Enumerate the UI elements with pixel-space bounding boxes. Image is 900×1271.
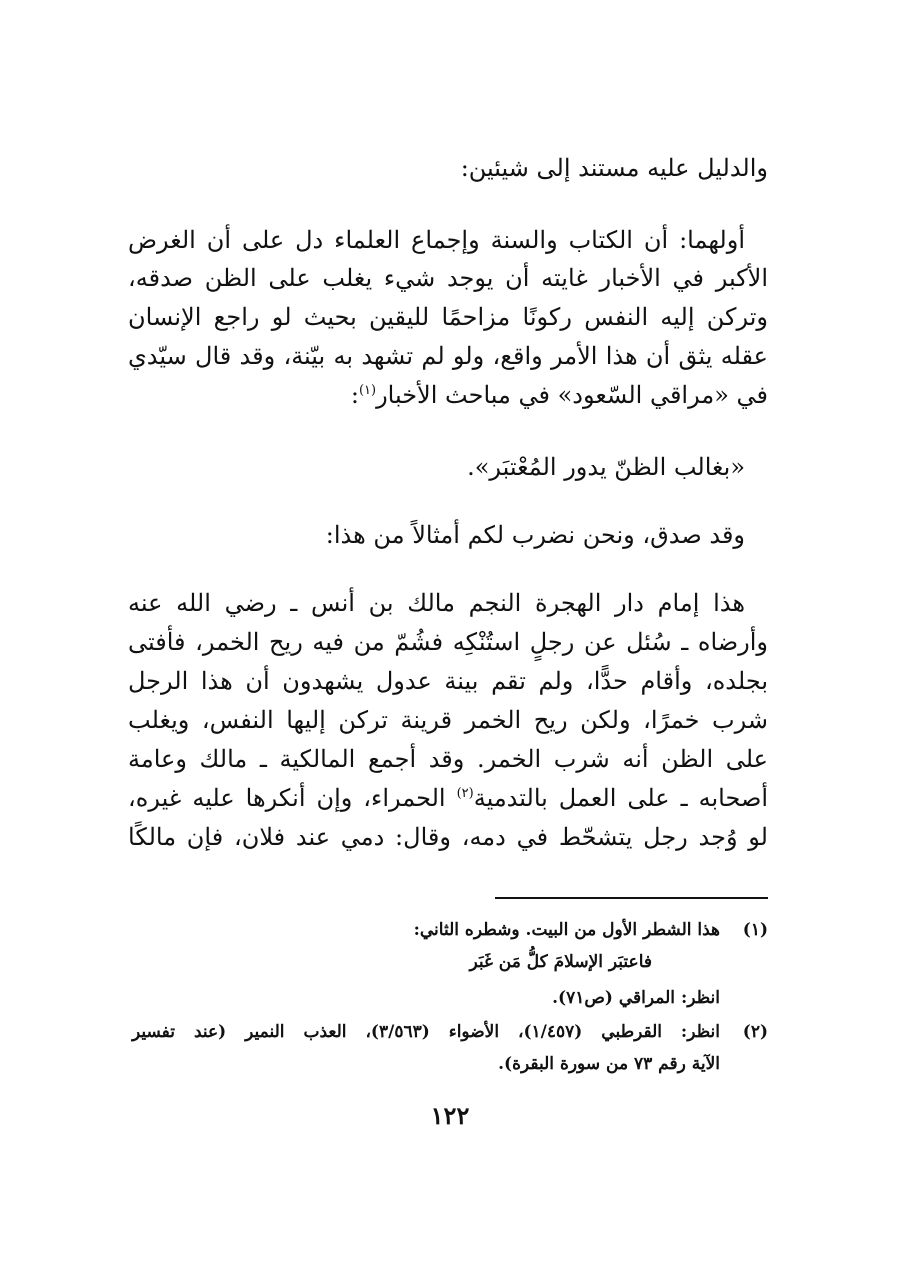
examples-intro-line: وقد صدق، ونحن نضرب لكم أمثالاً من هذا: [325,521,745,549]
paragraph-1-line-3: وتركن إليه النفس ركونًا مزاحمًا لليقين بحيث لو راجع الإنسان [128,303,768,331]
paragraph-2-line-5: على الظن أنه شرب الخمر. وقد أجمع المالكية ـ مالك وعامة [128,745,768,773]
paragraph-2-line-7: لو وُجد رجل يتشحّط في دمه، وقال: دمي عند فلان، فإن مالكًا [128,823,768,851]
quote-line: «بغالب الظنّ يدور المُعْتبَر». [467,453,745,481]
paragraph-1-line-5 [351,377,768,413]
lead-line: والدليل عليه مستند إلى شيئين: [460,154,768,182]
footnote-1-line-1: هذا الشطر الأول من البيت. وشطره الثاني: [413,920,720,940]
paragraph-1-line-4: عقله يثق أن هذا الأمر واقع، ولو لم تشهد به بيّنة، وقد قال سيّدي [128,342,768,370]
paragraph-2-line-3: بجلده، وأقام حدًّا، ولم تقم بينة عدول يشهدون أن هذا الرجل [128,667,768,695]
paragraph-2-line-1: هذا إمام دار الهجرة النجم مالك بن أنس ـ رضي الله عنه [128,589,745,617]
footnote-1-number: (١) [742,920,768,940]
paragraph-2-line-6 [128,780,768,816]
paragraph-2-line-6-rest: الحمراء، وإن أنكرها عليه غيره، [128,784,457,812]
paragraph-2-line-2: وأرضاه ـ سُئل عن رجلٍ استُنْكِه فشُمّ من فيه ريح الخمر، فأفتى [128,628,768,656]
footnote-1-reference: انظر: المراقي (ص٧١). [552,988,720,1008]
footnote-ref-2: (٢) [456,786,474,801]
paragraph-1-line-5-text: في «مراقي السّعود» في مباحث الأخبار [376,381,768,409]
paragraph-2-line-4: شرب خمرًا، ولكن ريح الخمر قرينة تركن إليها النفس، ويغلب [128,706,768,734]
footnote-1-verse: فاعتبَر الإسلامَ كلُّ مَن غَبَر [469,952,652,972]
footnote-2-line-2: الآية رقم ٧٣ من سورة البقرة). [498,1054,720,1074]
paragraph-1-line-2: الأكبر في الأخبار غايته أن يوجد شيء يغلب على الظن صدقه، [128,264,768,292]
footnote-2-line-1: انظر: القرطبي (١/٤٥٧)، الأضواء (٣/٥٦٣)، العذب النمير (عند تفسير [132,1022,720,1042]
paragraph-1-line-5-colon: : [350,381,359,409]
footnote-2-number: (٢) [742,1022,768,1042]
paragraph-1-line-1: أولهما: أن الكتاب والسنة وإجماع العلماء دل على أن الغرض [128,226,745,254]
footnote-separator [495,897,768,899]
footnote-ref-1: (١) [358,383,377,398]
paragraph-2-line-6-text: أصحابه ـ على العمل بالتدمية [473,784,768,812]
page-number: ١٢٢ [430,1101,470,1130]
